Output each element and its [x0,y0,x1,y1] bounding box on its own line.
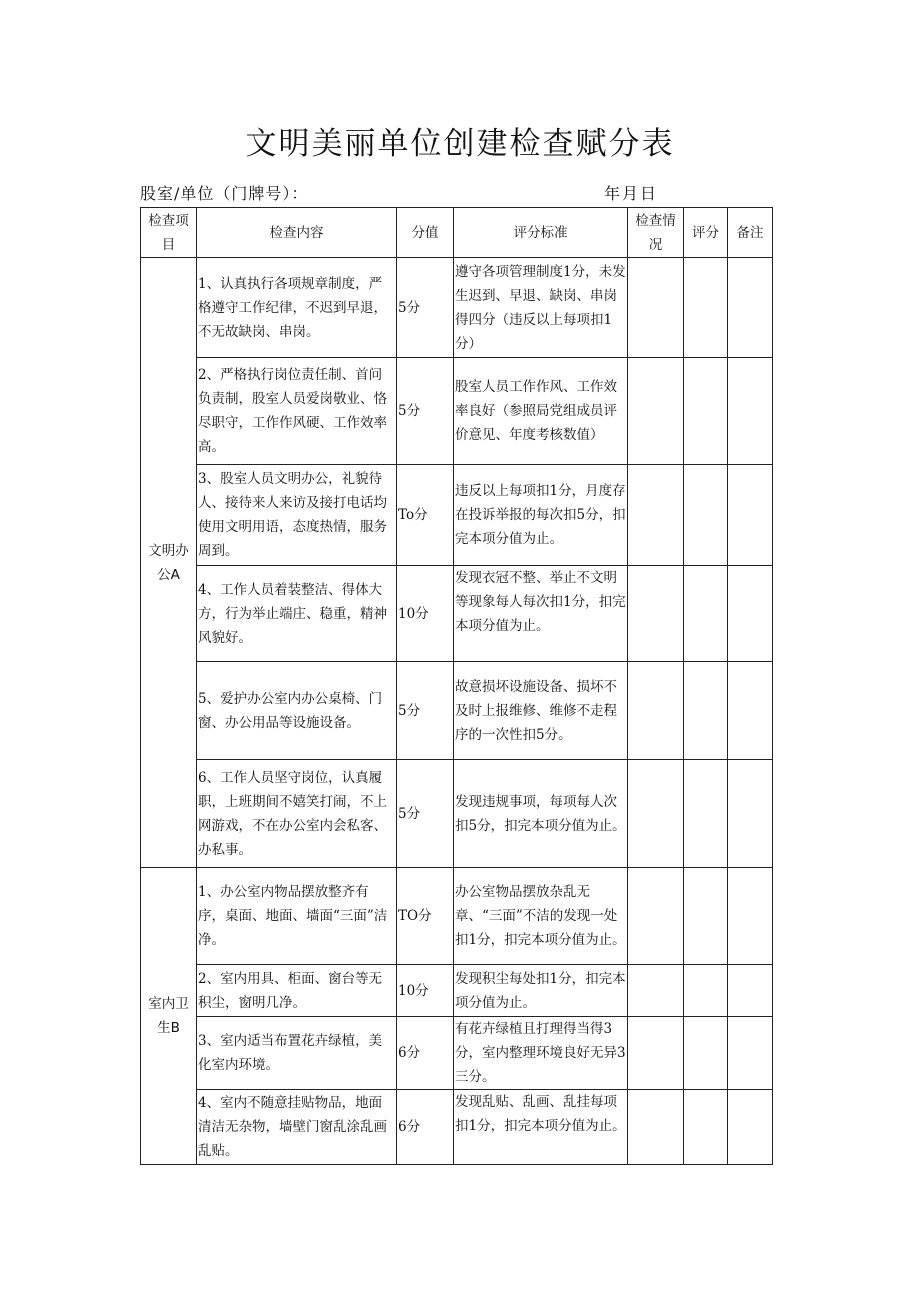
table-row [141,358,773,465]
standard-cell: 有花卉绿植且打理得当得3分，室内整理环境良好无异3三分。 [454,1017,628,1090]
remark-cell[interactable] [728,258,773,358]
remark-cell[interactable] [728,358,773,465]
header-score: 分值 [397,208,454,258]
check-cell[interactable] [628,662,684,760]
score-cell: 5分 [397,662,454,760]
check-cell[interactable] [628,465,684,566]
check-cell[interactable] [628,258,684,358]
content-cell: 2、严格执行岗位责任制、首问负责制，股室人员爱岗敬业、恪尽职守，工作作风硬、工作效率高。 [197,358,397,465]
table-row [141,868,773,965]
content-cell: 4、室内不随意挂贴物品，地面清洁无杂物，墙壁门窗乱涂乱画乱贴。 [197,1090,397,1165]
check-cell[interactable] [628,358,684,465]
standard-cell: 发现乱贴、乱画、乱挂每项扣1分，扣完本项分值为止。 [454,1090,628,1165]
remark-cell[interactable] [728,1090,773,1165]
header-content: 检查内容 [197,208,397,258]
header-remark: 备注 [728,208,773,258]
remark-cell[interactable] [728,1017,773,1090]
rating-cell[interactable] [684,965,728,1017]
rating-cell[interactable] [684,258,728,358]
standard-cell: 发现积尘每处扣1分，扣完本项分值为止。 [454,965,628,1017]
score-cell: 6分 [397,1090,454,1165]
remark-cell[interactable] [728,662,773,760]
rating-cell[interactable] [684,566,728,662]
table-row [141,465,773,566]
content-cell: 2、室内用具、柜面、窗台等无积尘，窗明几净。 [197,965,397,1017]
score-cell: 5分 [397,760,454,868]
standard-cell: 故意损坏设施设备、损坏不及时上报维修、维修不走程序的一次性扣5分。 [454,662,628,760]
date-label: 年月日 [604,184,659,203]
check-cell[interactable] [628,1017,684,1090]
content-cell: 3、股室人员文明办公，礼貌待人、接待来人来访及接打电话均使用文明用语，态度热情，服务周到。 [197,465,397,566]
check-cell[interactable] [628,760,684,868]
standard-cell: 发现违规事项，每项每人次扣5分，扣完本项分值为止。 [454,760,628,868]
rating-cell[interactable] [684,662,728,760]
remark-cell[interactable] [728,760,773,868]
content-cell: 1、办公室内物品摆放整齐有序，桌面、地面、墙面“三面”洁净。 [197,868,397,965]
score-cell: 10分 [397,965,454,1017]
rating-cell[interactable] [684,358,728,465]
check-cell[interactable] [628,1090,684,1165]
table-row [141,965,773,1017]
standard-cell: 股室人员工作作风、工作效率良好（参照局党组成员评价意见、年度考核数值） [454,358,628,465]
rating-cell[interactable] [684,1090,728,1165]
content-cell: 1、认真执行各项规章制度，严格遵守工作纪律，不迟到早退，不无故缺岗、串岗。 [197,258,397,358]
category-b: 室内卫生B [141,868,197,1165]
unit-label: 股室/单位（门牌号）： [140,184,309,203]
standard-cell: 发现衣冠不整、举止不文明等现象每人每次扣1分，扣完本项分值为止。 [454,566,628,662]
header-item: 检查项目 [141,208,197,258]
standard-cell: 办公室物品摆放杂乱无章、“三面”不洁的发现一处扣1分，扣完本项分值为止。 [454,868,628,965]
check-cell[interactable] [628,965,684,1017]
table-row [141,760,773,868]
standard-cell: 遵守各项管理制度1分，未发生迟到、早退、缺岗、串岗得四分（违反以上每项扣1分） [454,258,628,358]
header-standard: 评分标准 [454,208,628,258]
category-a: 文明办公A [141,258,197,868]
standard-cell: 违反以上每项扣1分，月度存在投诉举报的每次扣5分，扣完本项分值为止。 [454,465,628,566]
header-rating: 评分 [684,208,728,258]
table-row [141,1090,773,1165]
rating-cell[interactable] [684,760,728,868]
remark-cell[interactable] [728,566,773,662]
score-cell: 5分 [397,358,454,465]
remark-cell[interactable] [728,465,773,566]
table-row [141,258,773,358]
remark-cell[interactable] [728,868,773,965]
score-cell: 5分 [397,258,454,358]
table-row [141,1017,773,1090]
rating-cell[interactable] [684,868,728,965]
content-cell: 3、室内适当布置花卉绿植，美化室内环境。 [197,1017,397,1090]
check-cell[interactable] [628,868,684,965]
rating-cell[interactable] [684,1017,728,1090]
content-cell: 5、爱护办公室内办公桌椅、门窗、办公用品等设施设备。 [197,662,397,760]
content-cell: 6、工作人员坚守岗位，认真履职，上班期间不嬉笑打闹，不上网游戏，不在办公室内会私客、办私事。 [197,760,397,868]
score-cell: To分 [397,465,454,566]
remark-cell[interactable] [728,965,773,1017]
score-cell: 6分 [397,1017,454,1090]
table-row [141,566,773,662]
score-cell: TO分 [397,868,454,965]
check-cell[interactable] [628,566,684,662]
rating-cell[interactable] [684,465,728,566]
score-table [140,207,773,1165]
page-title: 文明美丽单位创建检查赋分表 [245,126,675,162]
table-row [141,662,773,760]
content-cell: 4、工作人员着装整洁、得体大方，行为举止端庄、稳重，精神风貌好。 [197,566,397,662]
header-check: 检查情况 [628,208,684,258]
score-cell: 10分 [397,566,454,662]
